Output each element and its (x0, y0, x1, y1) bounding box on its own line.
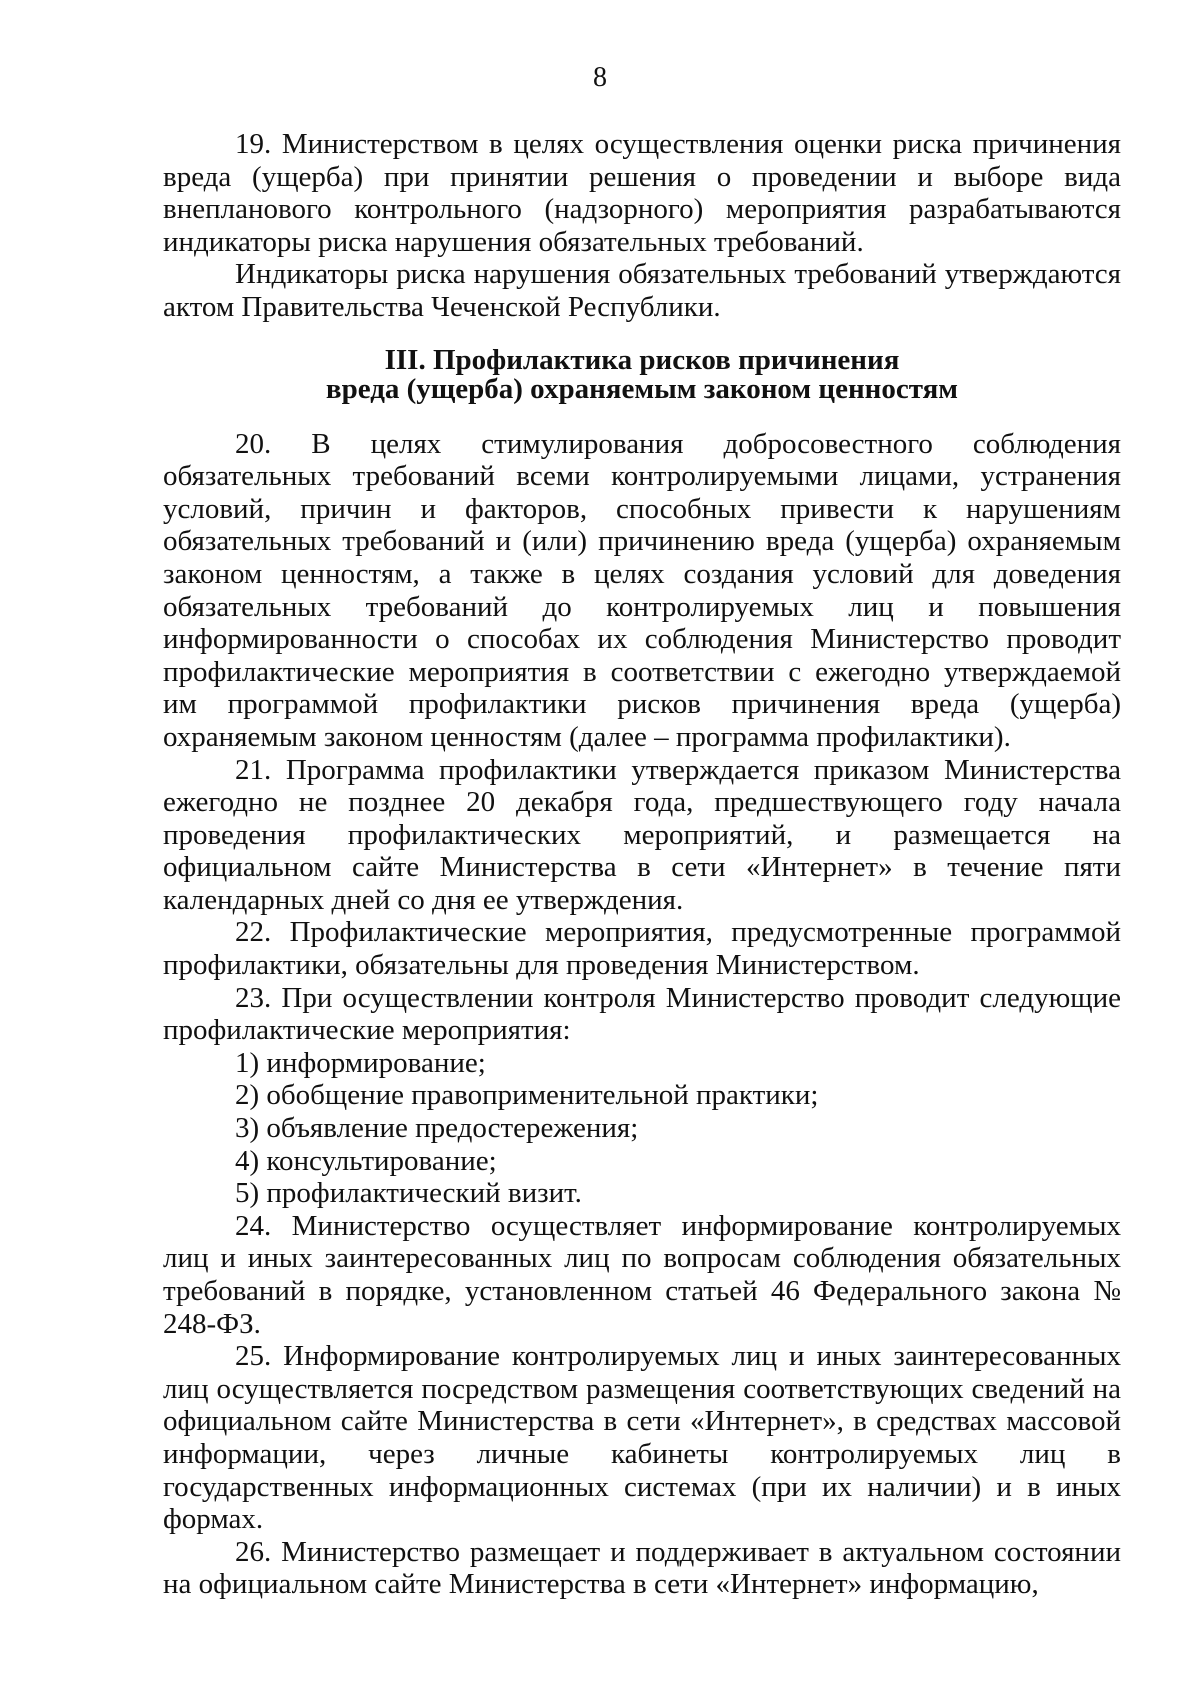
list-item: 5) профилактический визит. (235, 1177, 582, 1210)
paragraph-25: 25. Информирование контролируемых лиц и иных заинтересованных лиц осуществляется посредством размещения соответствующих сведений на официальном сайте Министерства в сети «Интернет», в средствах массовой информации, через личные кабинеты контролируемых лиц в государственных информационных системах (при их наличии) и в иных формах. (163, 1340, 1121, 1536)
paragraph-21: 21. Программа профилактики утверждается приказом Министерства ежегодно не позднее 20 декабря года, предшествующего году начала проведения профилактических мероприятий, и размещается на официальном сайте Министерства в сети «Интернет» в течение пяти календарных дней со дня ее утверждения. (163, 753, 1121, 916)
paragraph-20: 20. В целях стимулирования добросовестного соблюдения обязательных требований всеми контролируемыми лицами, устранения условий, причин и факторов, способных привести к нарушениям обязательных требований и (или) причинению вреда (ущерба) охраняемым законом ценностям, а также в целях создания условий для доведения обязательных требований до контролируемых лиц и повышения информированности о способах их соблюдения Министерство проводит профилактические мероприятия в соответствии с ежегодно утверждаемой им программой профилактики рисков причинения вреда (ущерба) охраняемым законом ценностям (далее – программа профилактики). (163, 427, 1121, 753)
section-heading (163, 343, 1121, 405)
paragraph-23: 23. При осуществлении контроля Министерство проводит следующие профилактические мероприятия: (163, 981, 1121, 1047)
list-item: 4) консультирование; (235, 1144, 497, 1177)
section-heading-line-2: вреда (ущерба) охраняемым законом ценностям (325, 372, 959, 405)
document-body (163, 128, 1121, 1601)
paragraph-19: 19. Министерством в целях осуществления оценки риска причинения вреда (ущерба) при принятии решения о проведении и выборе вида внепланового контрольного (надзорного) мероприятия разрабатываются индикаторы риска нарушения обязательных требований. (163, 128, 1121, 258)
paragraph-risk-indicators: Индикаторы риска нарушения обязательных требований утверждаются актом Правительства Чеченской Республики. (163, 258, 1121, 323)
paragraph-26: 26. Министерство размещает и поддерживает в актуальном состоянии на официальном сайте Министерства в сети «Интернет» информацию, (163, 1535, 1121, 1601)
page-number: 8 (593, 62, 607, 93)
paragraph-22: 22. Профилактические мероприятия, предусмотренные программой профилактики, обязательны для проведения Министерством. (163, 916, 1121, 982)
list-item: 3) объявление предостережения; (235, 1112, 639, 1145)
paragraph-24: 24. Министерство осуществляет информирование контролируемых лиц и иных заинтересованных лиц по вопросам соблюдения обязательных требований в порядке, установленном статьей 46 Федерального закона № 248-ФЗ. (163, 1209, 1121, 1340)
list-item: 2) обобщение правоприменительной практики; (235, 1079, 819, 1112)
list-item: 1) информирование; (235, 1046, 486, 1079)
section-heading-line-1: III. Профилактика рисков причинения (384, 343, 900, 376)
